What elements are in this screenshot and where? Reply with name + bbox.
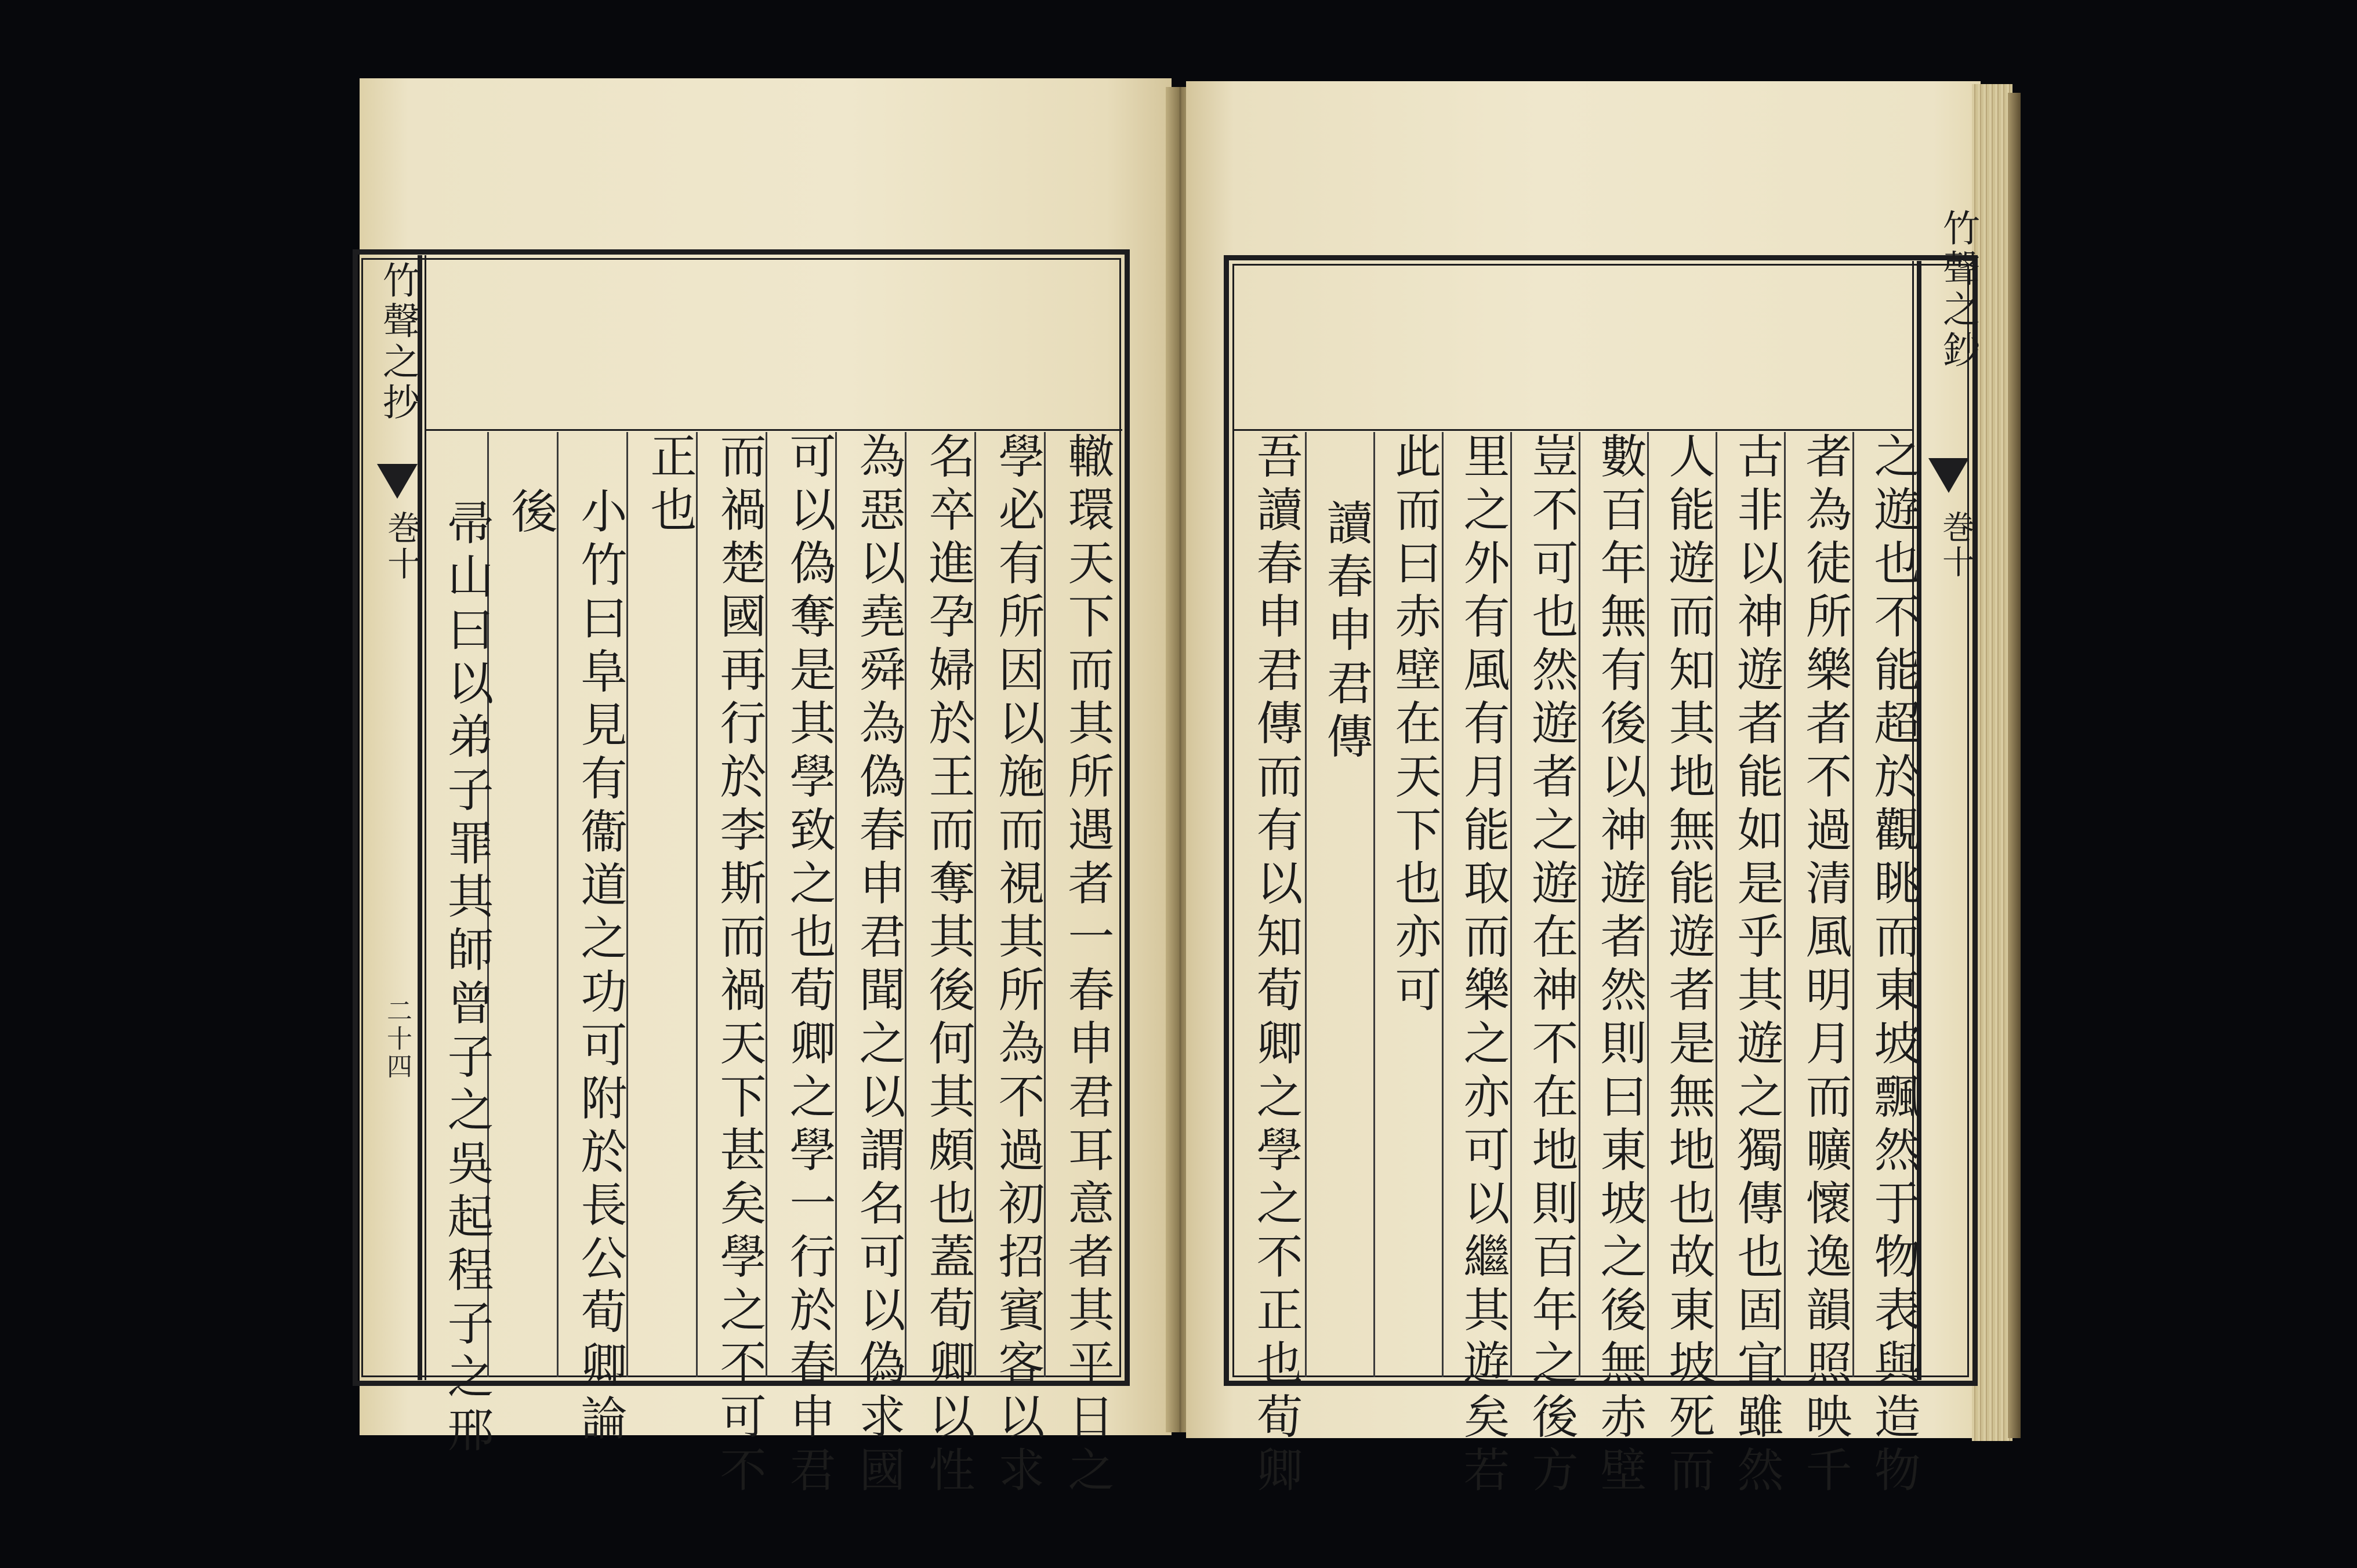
right-text-column-3: 古非以神遊者能如是乎其遊之獨傳也固宜雖然 <box>1729 432 1783 1499</box>
left-text-column-3: 名卒進孕婦於王而奪其後何其頗也蓋荀卿以性 <box>921 432 975 1499</box>
left-margin-title: 竹聲之抄 <box>376 261 419 423</box>
right-text-column-2: 者為徒所樂者不過清風明月而曠懷逸韻照映千 <box>1798 432 1852 1499</box>
left-text-column-4: 為惡以堯舜為偽春申君聞之以謂名可以偽求國 <box>851 432 905 1499</box>
left-text-column-9: 後 <box>503 487 557 540</box>
right-text-column-6: 豈不可也然遊者之遊在神不在地則百年之後方 <box>1524 432 1578 1499</box>
right-header-rule <box>1232 429 1912 431</box>
left-folio-number: 二十四 <box>382 997 412 1081</box>
left-center-strip-rule <box>418 255 422 1380</box>
right-text-column-4: 人能遊而知其地無能遊者是無地也故東坡死而 <box>1661 432 1715 1499</box>
left-column-rule <box>696 432 698 1377</box>
right-fishtail-mark <box>1928 458 1969 493</box>
left-text-column-2: 學必有所因以施而視其所為不過初招賓客以求 <box>991 432 1045 1499</box>
right-text-column-8: 此而曰赤壁在天下也亦可 <box>1387 432 1441 1019</box>
left-column-rule <box>557 432 559 1377</box>
right-text-column-7: 里之外有風有月能取而樂之亦可以繼其遊矣若 <box>1456 432 1510 1499</box>
left-text-column-5: 可以偽奪是其學致之也荀卿之學一行於春申君 <box>782 432 836 1499</box>
left-text-column-1: 轍環天下而其所遇者一春申君耳意者其平日之 <box>1060 432 1114 1499</box>
right-text-column-9: 讀春申君傳 <box>1319 499 1373 765</box>
left-text-column-10: 帚山曰以弟子罪其師曾子之吳起程子之邢 <box>440 499 494 1459</box>
left-text-column-8: 小竹曰阜見有衞道之功可附於長公荀卿論 <box>573 487 627 1447</box>
left-header-rule <box>426 429 1122 431</box>
book-cover-edge <box>2008 93 2021 1438</box>
left-fishtail-mark <box>377 464 418 499</box>
left-volume-label: 巻十 <box>382 510 421 582</box>
left-text-column-6: 而禍楚國再行於李斯而禍天下甚矣學之不可不 <box>712 432 766 1499</box>
right-margin-title: 竹聲之鈔 <box>1937 209 1979 371</box>
left-text-column-7: 正也 <box>643 432 697 539</box>
right-volume-label: 巻十 <box>1937 510 1975 580</box>
right-text-column-5: 數百年無有後以神遊者然則曰東坡之後無赤壁 <box>1593 432 1647 1499</box>
left-center-strip-rule-thin <box>425 255 426 1380</box>
right-text-column-10: 吾讀春申君傳而有以知荀卿之學之不正也荀卿 <box>1249 432 1303 1499</box>
right-text-column-1: 之遊也不能超於觀眺而東坡飄然于物表與造物 <box>1866 432 1920 1499</box>
